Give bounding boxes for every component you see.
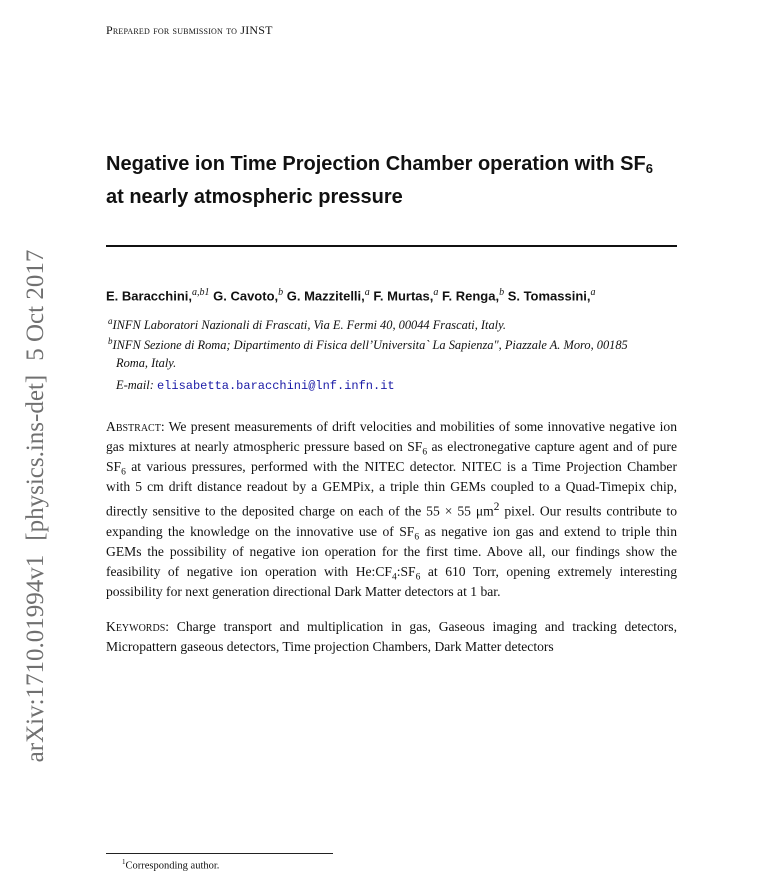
subscript: 6 (414, 532, 420, 543)
keywords-label: Keywords: (106, 619, 170, 634)
author-list (106, 287, 686, 303)
author: E. Baracchini, (106, 288, 192, 304)
subscript: 6 (415, 572, 421, 583)
abstract-text: We present measurements of drift velocities and mobilities of some innovative negative ion gas mixtures at nearly atmospheric pressure based on SF (106, 419, 677, 454)
author-affil-mark: b (278, 287, 284, 298)
subscript: 6 (422, 447, 428, 458)
title-line2: at nearly atmospheric pressure (106, 186, 403, 208)
affiliation-a (108, 312, 683, 334)
arxiv-stamp (22, 250, 50, 763)
author: F. Renga, (441, 288, 500, 304)
author-affil-mark: a (433, 287, 439, 298)
keywords-text: Charge transport and multiplication in gas, Gaseous imaging and tracking detectors, Micropattern gaseous detectors, Time projection Chambers, Dark Matter detectors (106, 619, 677, 654)
affiliation-text: INFN Laboratori Nazionali di Frascati, Via E. Fermi 40, 00044 Frascati, Italy. (112, 318, 507, 333)
contact-email (116, 378, 395, 393)
footnote-rule (106, 853, 333, 854)
affiliation-text-cont: Roma, Italy. (116, 356, 177, 371)
title-line1: Negative ion Time Projection Chamber operation with SF (106, 153, 646, 175)
keywords (106, 617, 677, 657)
abstract-text: :SF (396, 563, 416, 579)
email-label: E-mail: (116, 378, 154, 392)
author-affil-mark: b (499, 287, 505, 298)
footnote (122, 858, 219, 872)
abstract-text: as electronegative capture agent and of pure SF (106, 439, 677, 474)
author: F. Murtas, (373, 288, 434, 304)
abstract-text: as negative ion gas and extend to triple thin GEMs the possibility of negative ion operation for the first time. Above all, our findings show the feasibility of negative ion operation with He:CF (106, 523, 678, 579)
abstract (106, 417, 677, 602)
superscript: 2 (493, 501, 500, 513)
title-subscript: 6 (645, 161, 653, 176)
abstract-label: Abstract: (106, 419, 165, 434)
arxiv-category: [physics.ins-det] (22, 374, 49, 541)
author: G. Cavoto, (213, 288, 279, 304)
author-affil-mark: a (590, 287, 596, 298)
abstract-text: at 610 Torr, opening extremely interesting possibility for next generation directional Dark Matter detectors at 1 bar. (106, 563, 677, 599)
subscript: 6 (121, 467, 126, 478)
abstract-text: pixel. Our results contribute to expanding the knowledge on the innovative use of SF (106, 503, 677, 539)
abstract-text: at various pressures, performed with the NITEC detector. NITEC is a Time Projection Chamber with 5 cm drift distance readout by a GEMPix, a triple thin GEMs coupled to a Quad-Timepix chip, directly sensitive to the deposited charge on each of the 55 × 55 μm (106, 459, 677, 519)
author-affil-mark: a,b1 (191, 287, 210, 298)
author: G. Mazzitelli, (286, 288, 365, 304)
paper-title (106, 148, 686, 214)
arxiv-date: 5 Oct 2017 (22, 249, 49, 361)
footnote-text: Corresponding author. (125, 860, 220, 872)
arxiv-id: arXiv:1710.01994v1 (22, 554, 49, 763)
footnote-mark: 1 (122, 858, 126, 866)
journal-note: Prepared for submission to JINST (106, 23, 273, 37)
affiliation-b (108, 332, 683, 372)
affiliation-mark: b (108, 336, 113, 346)
affiliation-text: INFN Sezione di Roma; Dipartimento di Fisica dell’Universita` La Sapienza", Piazzale A. Moro, 00185 (112, 338, 628, 353)
title-rule (106, 245, 677, 247)
author: S. Tomassini, (507, 288, 591, 304)
affiliation-mark: a (108, 316, 113, 326)
email-link[interactable]: elisabetta.baracchini@lnf.infn.it (156, 379, 395, 393)
author-affil-mark: a (364, 287, 370, 298)
subscript: 4 (391, 572, 397, 583)
